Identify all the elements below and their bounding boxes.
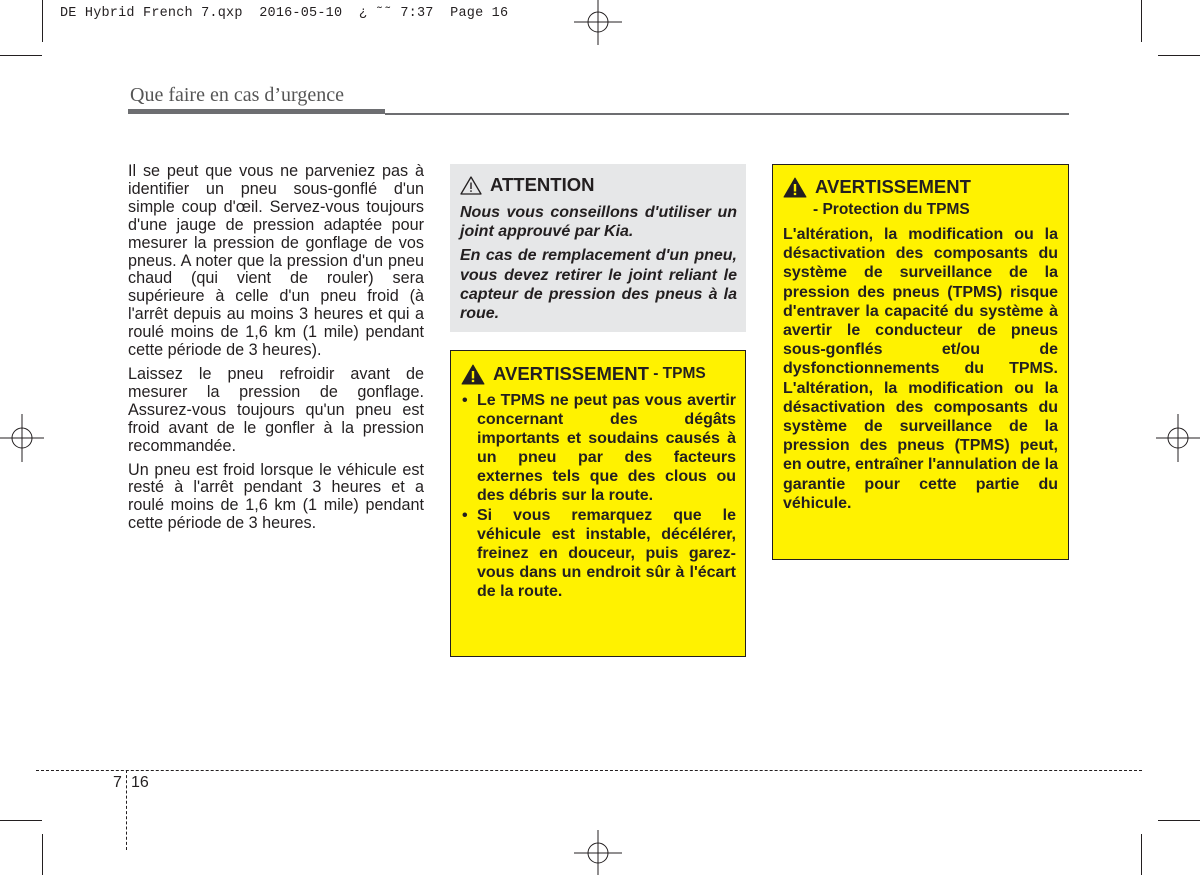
list-item — [461, 506, 736, 601]
warning-title-suffix: - TPMS — [648, 365, 706, 382]
footer-rule — [36, 770, 1142, 771]
paragraph: Laissez le pneu refroidir avant de mesurer la pression de gonflage. Assurez-vous toujours qu'un pneu est froid avant de le gonfler à la pression recommandée. — [128, 364, 424, 455]
crop-mark — [1158, 820, 1200, 821]
crop-mark — [1141, 0, 1142, 42]
crop-mark — [42, 0, 43, 42]
header-rule — [385, 113, 1069, 115]
warning-triangle-icon — [461, 364, 485, 385]
crop-mark — [42, 834, 43, 875]
warning-title: AVERTISSEMENT — [493, 363, 649, 384]
crop-mark — [0, 55, 42, 56]
warning-list — [461, 391, 736, 601]
bullet: • — [462, 506, 468, 524]
registration-mark-icon — [0, 414, 44, 462]
warning-tpms-box — [450, 350, 746, 657]
chapter-number: 7 — [113, 774, 122, 791]
warning-triangle-icon — [783, 177, 807, 198]
warning-text: L'altération, la modification ou la désactivation des composants du système de surveillance de la pression des pneus (TPMS) risque d'entraver la capacité du système à avertir le conducteur de pneus sous-gonflés et/ou de dysfonctionnements du TPMS. L'altération, la modification ou la désactivation des composants du système de surveillance de la pression des pneus (TPMS) peut, en outre, entraîner l'annulation de la garantie pour cette partie du véhicule. — [783, 226, 1058, 512]
bullet: • — [462, 392, 468, 409]
warning-subtitle: - Protection du TPMS — [813, 201, 970, 218]
list-item — [461, 391, 736, 506]
attention-paragraph: Nous vous conseillons d'utiliser un joint approuvé par Kia. — [460, 204, 737, 241]
header-rule — [128, 109, 385, 114]
attention-title: ATTENTION — [490, 174, 595, 195]
registration-mark-icon — [574, 830, 622, 875]
attention-box — [450, 164, 746, 332]
section-title: Que faire en cas d’urgence — [130, 84, 344, 106]
print-slug: DE Hybrid French 7.qxp 2016-05-10 ¿ ˜˜ 7:37 Page 16 — [60, 6, 509, 21]
crop-mark — [1141, 834, 1142, 875]
page-number: 16 — [131, 774, 149, 791]
footer-divider — [126, 770, 127, 850]
caution-triangle-icon — [460, 176, 482, 195]
registration-mark-icon — [574, 0, 622, 45]
paragraph: Un pneu est froid lorsque le véhicule est resté à l'arrêt pendant 3 heures et a roulé moins de 1,6 km (1 mile) pendant cette période de 3 heures. — [128, 460, 424, 533]
list-item-text: Si vous remarquez que le véhicule est instable, décélérer, freinez en douceur, puis garez-vous dans un endroit sûr à l'écart de la route. — [477, 506, 736, 600]
crop-mark — [1158, 55, 1200, 56]
list-item-text: Le TPMS ne peut pas vous avertir concernant des dégâts importants et soudains causés à un pneu par des facteurs externes tels que des clous ou des débris sur la route. — [477, 392, 736, 505]
crop-mark — [0, 820, 42, 821]
warning-protection-box — [772, 164, 1069, 560]
paragraph: Il se peut que vous ne parveniez pas à identifier un pneu sous-gonflé d'un simple coup d'œil. Servez-vous toujours d'une jauge de pression adaptée pour mesurer la pression de gonflage de vos pneus. A noter que la pression d'un pneu chaud (qui vient de rouler) sera supérieure à celle d'un pneu froid (à l'arrêt depuis au moins 3 heures et qui a roulé moins de 1,6 km (1 mile) pendant cette période de 3 heures). — [128, 162, 424, 360]
warning-title: AVERTISSEMENT — [815, 176, 971, 197]
registration-mark-icon — [1156, 414, 1200, 462]
attention-paragraph: En cas de remplacement d'un pneu, vous devez retirer le joint reliant le capteur de pression des pneus à la roue. — [460, 247, 737, 323]
body-text — [128, 163, 424, 539]
